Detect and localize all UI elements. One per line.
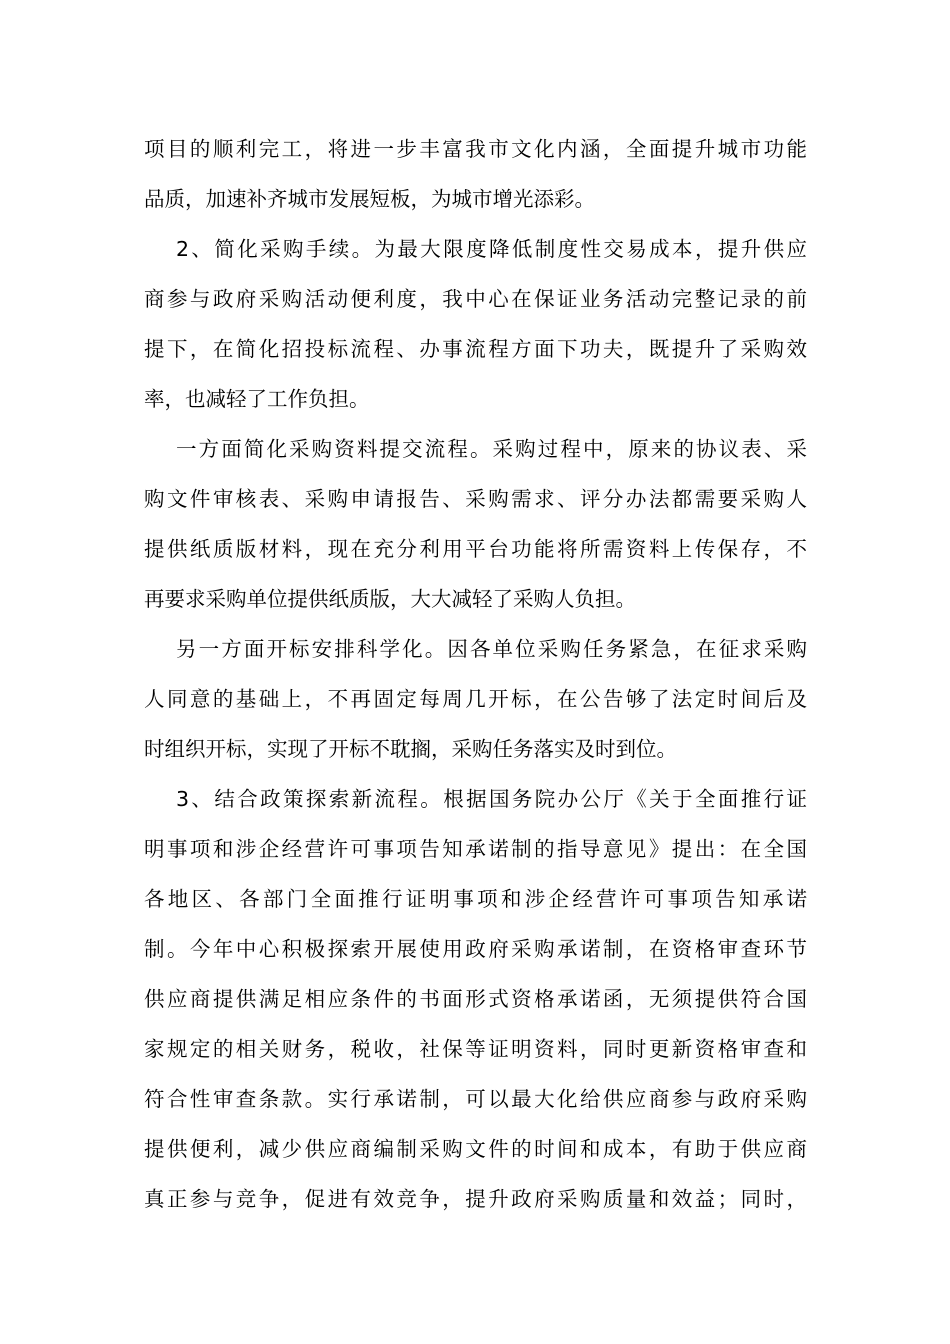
body-text <box>144 124 807 1224</box>
paragraph-first-line: 另一方面开标安排科学化。因各单位采购任务紧急，在征求采购 <box>176 637 807 661</box>
paragraph-first-line: 3、结合政策探索新流程。根据国务院办公厅《关于全面推行证 <box>176 787 807 811</box>
text-line: 明事项和涉企经营许可事项告知承诺制的指导意见》提出：在全国 <box>144 837 807 861</box>
text-line: 提供便利，减少供应商编制采购文件的时间和成本，有助于供应商 <box>144 1137 807 1161</box>
paragraph-first-line: 2、简化采购手续。为最大限度降低制度性交易成本，提升供应 <box>176 237 807 261</box>
paragraph-first-line: 一方面简化采购资料提交流程。采购过程中，原来的协议表、采 <box>176 437 807 461</box>
text-line: 供应商提供满足相应条件的书面形式资格承诺函，无须提供符合国 <box>144 987 807 1011</box>
text-line: 各地区、各部门全面推行证明事项和涉企经营许可事项告知承诺 <box>144 887 807 911</box>
text-line: 提下，在简化招投标流程、办事流程方面下功夫，既提升了采购效 <box>144 337 807 361</box>
text-line: 再要求采购单位提供纸质版，大大减轻了采购人负担。 <box>144 587 636 611</box>
text-line: 制。今年中心积极探索开展使用政府采购承诺制，在资格审查环节 <box>144 937 807 961</box>
text-line: 时组织开标，实现了开标不耽搁，采购任务落实及时到位。 <box>144 737 677 761</box>
text-line: 商参与政府采购活动便利度，我中心在保证业务活动完整记录的前 <box>144 287 807 311</box>
text-line: 符合性审查条款。实行承诺制，可以最大化给供应商参与政府采购 <box>144 1087 807 1111</box>
text-line: 人同意的基础上，不再固定每周几开标，在公告够了法定时间后及 <box>144 687 807 711</box>
text-line: 真正参与竞争，促进有效竞争，提升政府采购质量和效益；同时， <box>144 1187 807 1211</box>
text-line: 率，也减轻了工作负担。 <box>144 387 370 411</box>
text-line: 品质，加速补齐城市发展短板，为城市增光添彩。 <box>144 187 595 211</box>
text-line: 家规定的相关财务，税收，社保等证明资料，同时更新资格审查和 <box>144 1037 807 1061</box>
text-line: 购文件审核表、采购申请报告、采购需求、评分办法都需要采购人 <box>144 487 807 511</box>
text-line: 项目的顺利完工，将进一步丰富我市文化内涵，全面提升城市功能 <box>144 137 807 161</box>
text-line: 提供纸质版材料，现在充分利用平台功能将所需资料上传保存，不 <box>144 537 807 561</box>
